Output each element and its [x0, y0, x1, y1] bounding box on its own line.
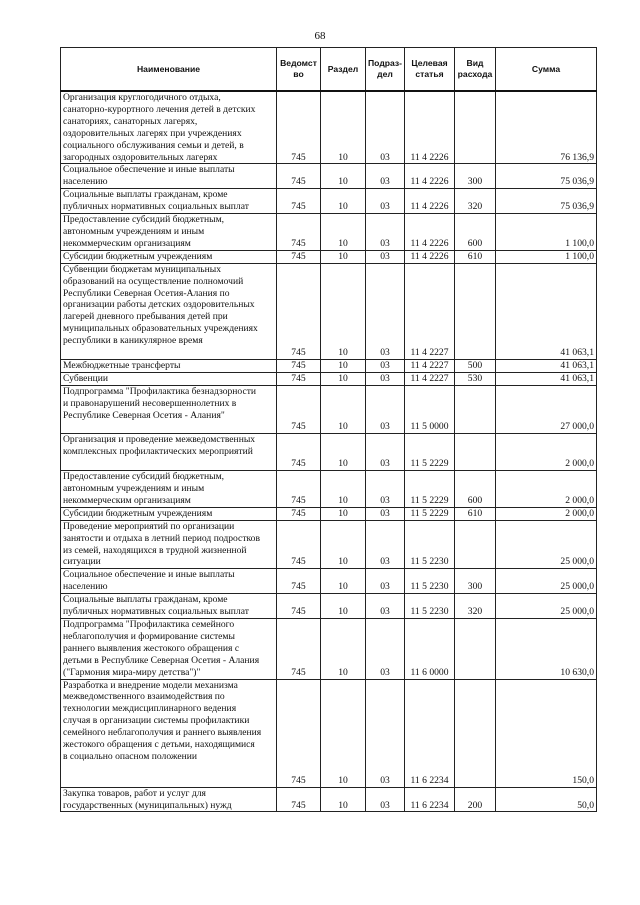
row-podrazdel: 03: [366, 263, 405, 359]
row-ved: 745: [277, 214, 321, 251]
row-summa: 75 036,9: [496, 164, 597, 189]
row-vid: [455, 263, 496, 359]
row-vid: [455, 679, 496, 787]
row-podrazdel: 03: [366, 594, 405, 619]
row-name-line: межведомственного взаимодействия по: [63, 691, 225, 703]
row-statya: 11 5 2230: [405, 569, 455, 594]
row-summa: 150,0: [496, 679, 597, 787]
row-name: [61, 189, 277, 214]
row-statya: 11 4 2226: [405, 91, 455, 164]
row-name-line: Предоставление субсидий бюджетным,: [63, 214, 225, 226]
row-name-line: лагерей дневного пребывания детей при: [63, 311, 228, 323]
row-podrazdel: 03: [366, 569, 405, 594]
row-razdel: 10: [321, 569, 366, 594]
row-razdel: 10: [321, 507, 366, 520]
row-name-line: случая в организации системы профилактики: [63, 715, 250, 727]
row-name-line: в социально опасном положении: [63, 750, 198, 762]
row-name-spacer: [63, 421, 274, 433]
row-vid: 600: [455, 471, 496, 508]
row-vid: 300: [455, 164, 496, 189]
row-statya: 11 6 2234: [405, 787, 455, 812]
row-podrazdel: 03: [366, 471, 405, 508]
header-name: Наименование: [61, 48, 277, 92]
row-razdel: 10: [321, 164, 366, 189]
table-header: [61, 48, 597, 92]
header-podrazdel-line: Подраз-: [368, 58, 403, 68]
row-name-line: Организация круглогодичного отдыха,: [63, 92, 221, 103]
row-name-line: Субвенции: [63, 372, 108, 384]
row-summa: 1 100,0: [496, 214, 597, 251]
row-vid: 320: [455, 594, 496, 619]
row-podrazdel: 03: [366, 164, 405, 189]
row-name-line: загородных оздоровительных лагерях: [63, 151, 218, 163]
row-vid: [455, 434, 496, 471]
row-name-line: Предоставление субсидий бюджетным,: [63, 471, 225, 483]
table-row: [61, 434, 597, 471]
row-statya: 11 5 2230: [405, 594, 455, 619]
row-name-spacer: [63, 763, 274, 775]
row-ved: 745: [277, 189, 321, 214]
table-row: [61, 787, 597, 812]
row-podrazdel: 03: [366, 618, 405, 679]
row-statya: 11 5 2229: [405, 507, 455, 520]
row-name-line: Разработка и внедрение модели механизма: [63, 679, 238, 691]
row-podrazdel: 03: [366, 434, 405, 471]
header-ved: [277, 48, 321, 92]
row-name: [61, 569, 277, 594]
row-podrazdel: 03: [366, 250, 405, 263]
table-row: [61, 250, 597, 263]
row-razdel: 10: [321, 471, 366, 508]
row-ved: 745: [277, 787, 321, 812]
table-row: [61, 507, 597, 520]
row-name: [61, 434, 277, 471]
header-summa: Сумма: [496, 48, 597, 92]
row-name-line: публичных нормативных социальных выплат: [63, 201, 249, 213]
row-ved: 745: [277, 594, 321, 619]
row-statya: 11 4 2226: [405, 164, 455, 189]
row-name-line: социального обслуживания семьи и детей, в: [63, 139, 244, 151]
row-name-line: автономным учреждениям и иным: [63, 483, 205, 494]
row-summa: 2 000,0: [496, 471, 597, 508]
row-name: [61, 359, 277, 372]
row-name: [61, 263, 277, 359]
row-razdel: 10: [321, 787, 366, 812]
row-ved: 745: [277, 507, 321, 520]
row-name-line: республики в каникулярное время: [63, 335, 203, 347]
row-podrazdel: 03: [366, 507, 405, 520]
row-razdel: 10: [321, 385, 366, 434]
row-ved: 745: [277, 569, 321, 594]
table-row: [61, 263, 597, 359]
row-statya: 11 4 2226: [405, 214, 455, 251]
table-row: [61, 385, 597, 434]
row-ved: 745: [277, 263, 321, 359]
row-name-line: Социальные выплаты гражданам, кроме: [63, 189, 228, 201]
row-statya: 11 5 2229: [405, 471, 455, 508]
row-summa: 50,0: [496, 787, 597, 812]
header-ved-line: Ведомст: [280, 58, 317, 68]
row-podrazdel: 03: [366, 372, 405, 385]
row-name-line: некоммерческим организациям: [63, 237, 191, 249]
row-name-line: Субвенции бюджетам муниципальных: [63, 263, 222, 275]
row-statya: 11 6 2234: [405, 679, 455, 787]
table-row: [61, 164, 597, 189]
row-name-line: Проведение мероприятий по организации: [63, 520, 235, 532]
row-podrazdel: 03: [366, 787, 405, 812]
row-podrazdel: 03: [366, 520, 405, 569]
row-summa: 10 630,0: [496, 618, 597, 679]
row-name-line: занятости и отдыха в летний период подростков: [63, 532, 261, 544]
row-razdel: 10: [321, 250, 366, 263]
row-name: [61, 385, 277, 434]
row-name-line: некоммерческим организациям: [63, 494, 191, 506]
row-name-line: комплексных профилактических мероприятий: [63, 446, 253, 458]
row-name-line: ситуации: [63, 556, 101, 568]
row-vid: 600: [455, 214, 496, 251]
row-name: [61, 618, 277, 679]
row-summa: 25 000,0: [496, 520, 597, 569]
row-summa: 75 036,9: [496, 189, 597, 214]
header-vid-line: Вид: [466, 58, 484, 68]
row-name: [61, 471, 277, 508]
table-row: [61, 214, 597, 251]
row-name-line: Социальные выплаты гражданам, кроме: [63, 594, 228, 606]
row-statya: 11 4 2227: [405, 263, 455, 359]
row-name-line: Подпрограмма "Профилактика безнадзорности: [63, 385, 257, 397]
table-row: [61, 569, 597, 594]
row-name-line: раннего выявления жестокого обращения с: [63, 642, 240, 654]
row-name-line: населению: [63, 581, 108, 593]
row-name: [61, 372, 277, 385]
row-ved: 745: [277, 372, 321, 385]
row-summa: 1 100,0: [496, 250, 597, 263]
row-summa: 41 063,1: [496, 372, 597, 385]
row-name-line: санаторно-курортного лечения детей в детских: [63, 103, 256, 115]
table-row: [61, 91, 597, 164]
row-podrazdel: 03: [366, 385, 405, 434]
row-name-line: государственных (муниципальных) нужд: [63, 799, 232, 811]
row-name-line: семейного неблагополучия и раннего выявления: [63, 727, 262, 739]
row-vid: [455, 385, 496, 434]
row-name: [61, 520, 277, 569]
row-podrazdel: 03: [366, 214, 405, 251]
row-vid: 320: [455, 189, 496, 214]
header-vid-line: расхода: [457, 69, 493, 79]
row-summa: 41 063,1: [496, 359, 597, 372]
header-ved-line: во: [293, 69, 304, 79]
row-name-line: Организация и проведение межведомственных: [63, 434, 256, 446]
row-razdel: 10: [321, 618, 366, 679]
row-name-line: Социальное обеспечение и иные выплаты: [63, 164, 235, 176]
row-vid: [455, 520, 496, 569]
row-name: [61, 594, 277, 619]
row-statya: 11 4 2227: [405, 359, 455, 372]
row-name-line: Социальное обеспечение и иные выплаты: [63, 569, 235, 581]
row-ved: 745: [277, 385, 321, 434]
row-name: [61, 679, 277, 787]
header-vid: [455, 48, 496, 92]
row-vid: [455, 618, 496, 679]
row-summa: 76 136,9: [496, 91, 597, 164]
row-razdel: 10: [321, 91, 366, 164]
row-name: [61, 91, 277, 164]
row-razdel: 10: [321, 263, 366, 359]
row-statya: 11 5 2230: [405, 520, 455, 569]
row-ved: 745: [277, 434, 321, 471]
row-name-line: Субсидии бюджетным учреждениям: [63, 507, 213, 519]
row-ved: 745: [277, 359, 321, 372]
row-podrazdel: 03: [366, 189, 405, 214]
row-statya: 11 6 0000: [405, 618, 455, 679]
row-name-line: из семей, находящихся в трудной жизненной: [63, 544, 247, 556]
table-row: [61, 679, 597, 787]
row-name-line: муниципальных образовательных учреждениях: [63, 323, 258, 335]
row-statya: 11 5 2229: [405, 434, 455, 471]
row-name: [61, 507, 277, 520]
row-ved: 745: [277, 618, 321, 679]
header-podrazdel: [366, 48, 405, 92]
row-summa: 41 063,1: [496, 263, 597, 359]
row-name-line: автономным учреждениям и иным: [63, 225, 205, 237]
row-name-line: организации работы детских оздоровительных: [63, 299, 255, 311]
row-name-line: неблагополучия и формирование системы: [63, 630, 235, 642]
row-name-spacer: [63, 458, 274, 470]
row-name-line: Подпрограмма "Профилактика семейного: [63, 618, 235, 630]
row-name: [61, 214, 277, 251]
row-summa: 25 000,0: [496, 569, 597, 594]
row-name-line: оздоровительных лагерях при учреждениях: [63, 127, 242, 139]
row-razdel: 10: [321, 189, 366, 214]
row-name-spacer: [63, 347, 274, 359]
row-name-line: технологии междисциплинарного ведения: [63, 703, 237, 715]
table-row: [61, 520, 597, 569]
row-ved: 745: [277, 91, 321, 164]
row-vid: 610: [455, 507, 496, 520]
row-razdel: 10: [321, 520, 366, 569]
table-body: [61, 91, 597, 812]
row-statya: 11 5 0000: [405, 385, 455, 434]
row-name-line: Закупка товаров, работ и услуг для: [63, 787, 206, 799]
row-summa: 25 000,0: [496, 594, 597, 619]
row-ved: 745: [277, 164, 321, 189]
row-vid: [455, 91, 496, 164]
table-row: [61, 372, 597, 385]
row-summa: 2 000,0: [496, 507, 597, 520]
row-podrazdel: 03: [366, 91, 405, 164]
row-name-line: детьми в Республике Северная Осетия - Алания: [63, 654, 260, 666]
row-name-line: и правонарушений несовершеннолетних в: [63, 397, 237, 409]
page-number: 68: [314, 30, 326, 42]
row-name-line: образований на осуществление полномочий: [63, 275, 244, 287]
row-summa: 2 000,0: [496, 434, 597, 471]
row-name-line: Субсидии бюджетным учреждениям: [63, 250, 213, 262]
row-name: [61, 250, 277, 263]
row-vid: 500: [455, 359, 496, 372]
row-name: [61, 787, 277, 812]
row-name-line: санаториях, санаторных лагерях,: [63, 115, 198, 127]
header-statya-line: Целевая: [411, 58, 448, 68]
row-name-line: публичных нормативных социальных выплат: [63, 606, 249, 618]
row-statya: 11 4 2227: [405, 372, 455, 385]
row-vid: 300: [455, 569, 496, 594]
row-name-spacer: [63, 775, 274, 787]
row-name-line: Республике Северная Осетия - Алания": [63, 409, 225, 421]
row-vid: 530: [455, 372, 496, 385]
header-razdel: Раздел: [321, 48, 366, 92]
row-podrazdel: 03: [366, 359, 405, 372]
row-razdel: 10: [321, 214, 366, 251]
header-podrazdel-line: дел: [377, 69, 393, 79]
table-row: [61, 594, 597, 619]
row-razdel: 10: [321, 434, 366, 471]
row-statya: 11 4 2226: [405, 250, 455, 263]
row-vid: 610: [455, 250, 496, 263]
row-ved: 745: [277, 471, 321, 508]
row-razdel: 10: [321, 594, 366, 619]
row-summa: 27 000,0: [496, 385, 597, 434]
row-ved: 745: [277, 250, 321, 263]
table-row: [61, 359, 597, 372]
table-row: [61, 189, 597, 214]
row-razdel: 10: [321, 372, 366, 385]
row-name-line: населению: [63, 176, 108, 188]
row-name-line: Межбюджетные трансферты: [63, 359, 181, 371]
row-ved: 745: [277, 520, 321, 569]
row-ved: 745: [277, 679, 321, 787]
row-razdel: 10: [321, 679, 366, 787]
header-statya: [405, 48, 455, 92]
row-name-line: жестокого обращения с детьми, находящимися: [63, 739, 255, 751]
row-vid: 200: [455, 787, 496, 812]
table-row: [61, 471, 597, 508]
header-statya-line: статья: [415, 69, 444, 79]
row-statya: 11 4 2226: [405, 189, 455, 214]
row-name-line: Республики Северная Осетия-Алания по: [63, 287, 230, 299]
row-name: [61, 164, 277, 189]
row-razdel: 10: [321, 359, 366, 372]
row-name-line: ("Гармония мира-миру детства")": [63, 666, 201, 678]
budget-table: [60, 47, 597, 812]
row-podrazdel: 03: [366, 679, 405, 787]
table-row: [61, 618, 597, 679]
